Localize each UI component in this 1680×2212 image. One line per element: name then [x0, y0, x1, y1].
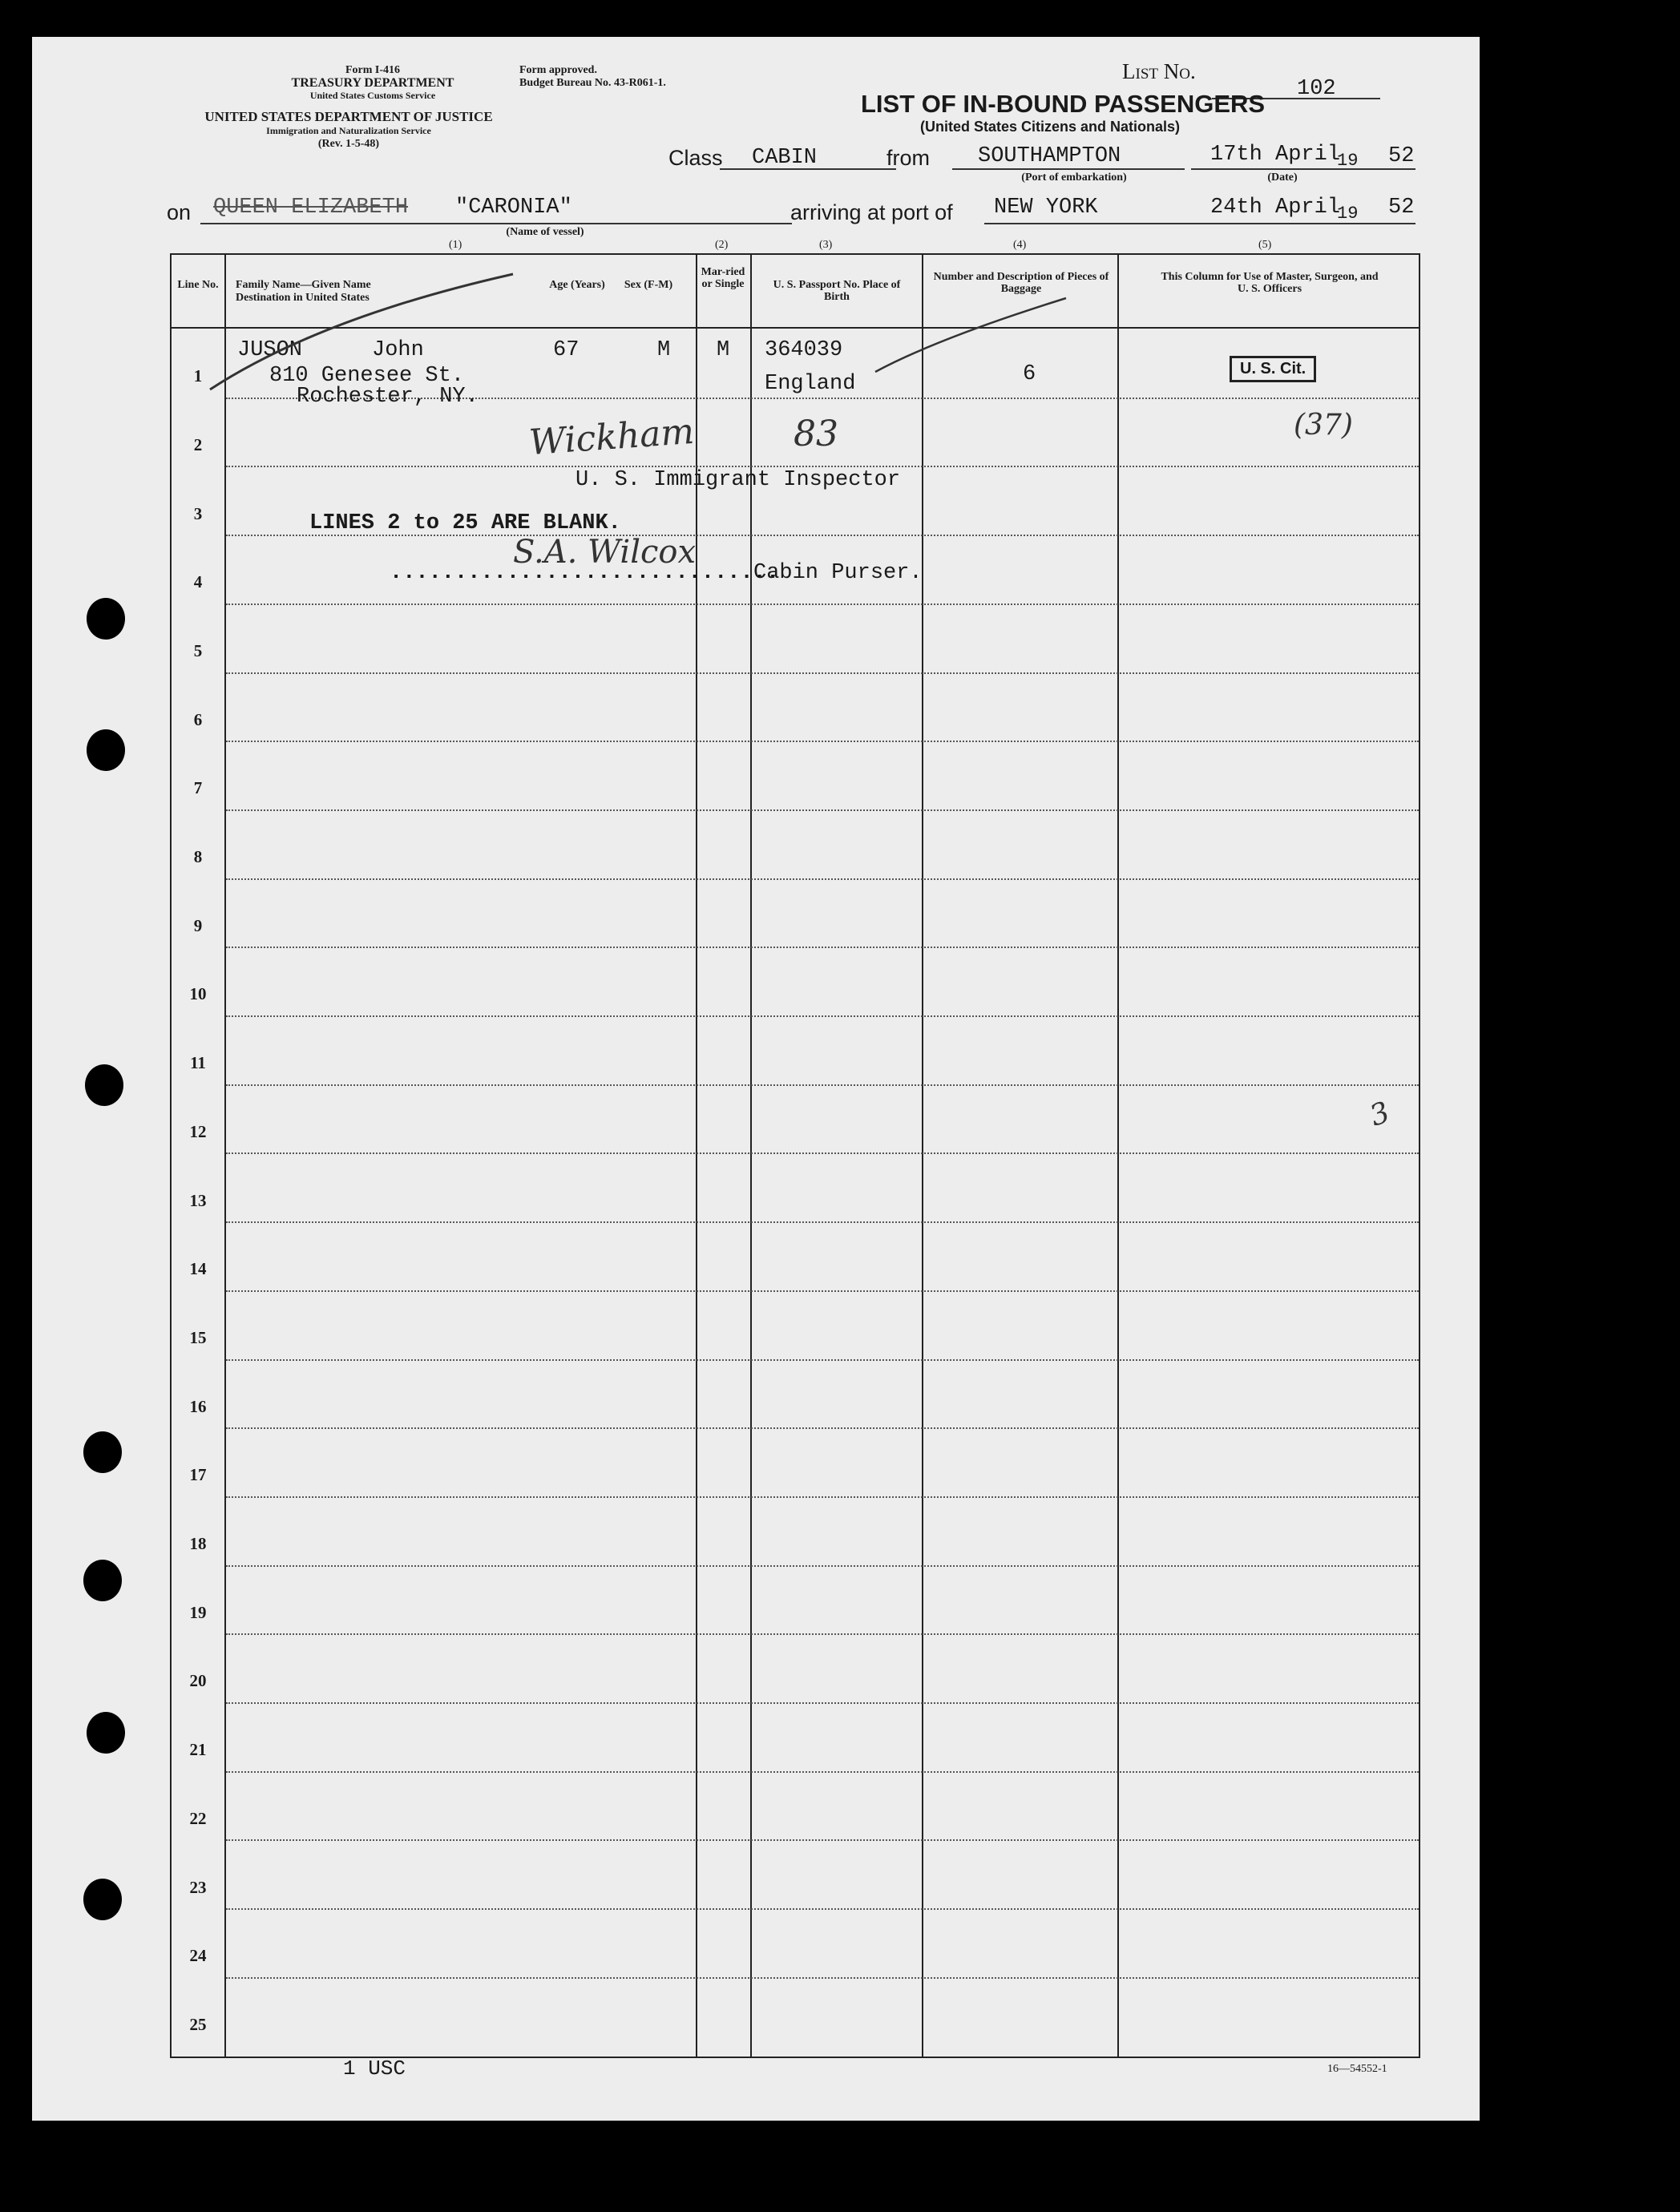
blank-lines-note: LINES 2 to 25 ARE BLANK. — [309, 511, 621, 535]
departure-date: 17th April — [1210, 143, 1341, 167]
row-divider — [226, 1427, 1419, 1429]
document-subtitle: (United States Citizens and Nationals) — [920, 119, 1181, 135]
footer-usc-count: 1 USC — [343, 2057, 406, 2081]
punch-hole — [83, 1560, 122, 1601]
line-number: 9 — [193, 915, 203, 935]
class-label: Class — [668, 146, 723, 170]
inspector-label: U. S. Immigrant Inspector — [575, 468, 901, 492]
line-number: 18 — [189, 1534, 207, 1554]
document-title: LIST OF IN-BOUND PASSENGERS — [861, 90, 1266, 118]
line-number: 14 — [189, 1259, 207, 1279]
col-ref-2: (2) — [715, 239, 729, 251]
row-divider — [226, 603, 1419, 605]
vessel-name: "CARONIA" — [455, 196, 572, 220]
from-value: SOUTHAMPTON — [978, 144, 1121, 168]
line-number: 2 — [193, 434, 203, 454]
col-ref-3: (3) — [819, 239, 833, 251]
treasury-department: TREASURY DEPARTMENT — [291, 76, 454, 90]
line-number: 25 — [189, 2014, 207, 2034]
purser-signature: S.A. Wilcox — [513, 534, 697, 571]
ins-service: Immigration and Naturalization Service — [266, 125, 431, 136]
port-caption: (Port of embarkation) — [1021, 172, 1127, 184]
line-number: 20 — [189, 1671, 207, 1691]
row-divider — [226, 1977, 1419, 1979]
header-destination: Destination in United States — [236, 292, 370, 304]
form-number: Form I-416 — [345, 64, 401, 76]
punch-hole — [85, 1064, 123, 1106]
punch-hole — [87, 729, 125, 771]
row-divider — [226, 1221, 1419, 1223]
purser-label: Cabin Purser. — [753, 561, 923, 585]
vessel-caption: (Name of vessel) — [506, 226, 584, 238]
budget-bureau: Budget Bureau No. 43-R061-1. — [519, 77, 666, 89]
line-number: 10 — [189, 984, 207, 1004]
row-divider — [226, 1152, 1419, 1154]
passenger-birthplace: England — [765, 372, 856, 396]
row-divider — [226, 878, 1419, 880]
passenger-marital: M — [717, 338, 730, 362]
list-no-value: 102 — [1297, 77, 1336, 101]
passenger-family-name: JUSON — [237, 338, 303, 362]
departure-year-prefix: 19 — [1337, 151, 1359, 171]
line-number: 24 — [189, 1946, 207, 1966]
passenger-given-name: John — [372, 338, 424, 362]
line-number: 23 — [189, 1877, 207, 1897]
line-number: 21 — [189, 1740, 207, 1760]
vessel-struck: QUEEN ELIZABETH — [213, 196, 409, 220]
header-officers: This Column for Use of Master, Surgeon, and U. S. Officers — [1161, 271, 1379, 295]
passenger-address-2: Rochester, NY. — [297, 385, 479, 409]
row-divider — [226, 1290, 1419, 1292]
row-divider — [226, 1908, 1419, 1910]
line-number: 17 — [189, 1465, 207, 1485]
punch-hole — [87, 1712, 125, 1754]
row-divider — [226, 1702, 1419, 1704]
line-number: 19 — [189, 1602, 207, 1622]
purser-dots: .............................. — [390, 561, 780, 585]
row-divider — [226, 1839, 1419, 1841]
header-name: Family Name—Given Name — [236, 279, 371, 291]
header-passport: U. S. Passport No. Place of Birth — [773, 279, 901, 303]
passenger-passport-no: 364039 — [765, 338, 843, 362]
arriving-label: arriving at port of — [790, 200, 953, 224]
line-number: 3 — [193, 503, 203, 523]
line-number: 1 — [193, 366, 203, 386]
citizen-stamp: U. S. Cit. — [1230, 356, 1316, 382]
on-label: on — [167, 200, 192, 224]
row-divider — [226, 1771, 1419, 1773]
line-number: 8 — [193, 847, 203, 867]
arrival-year-prefix: 19 — [1337, 204, 1359, 224]
row-divider — [226, 1633, 1419, 1635]
arrival-port: NEW YORK — [994, 196, 1098, 220]
row-divider — [226, 672, 1419, 674]
col-ref-1: (1) — [449, 239, 462, 251]
revision-date: (Rev. 1-5-48) — [317, 138, 380, 150]
class-value: CABIN — [752, 146, 818, 170]
row-divider — [226, 1084, 1419, 1086]
row-divider — [226, 1496, 1419, 1498]
inspector-signature: Wickham — [527, 410, 696, 464]
document-page — [32, 37, 1480, 2121]
col-ref-4: (4) — [1013, 239, 1027, 251]
row-divider — [226, 1015, 1419, 1017]
row-divider — [226, 947, 1419, 948]
line-number: 16 — [189, 1396, 207, 1416]
header-married: Mar-ried or Single — [701, 266, 745, 290]
row-divider — [226, 741, 1419, 742]
punch-hole — [87, 598, 125, 640]
passenger-address-1: 810 Genesee St. — [269, 364, 465, 388]
inspector-number: 83 — [794, 414, 838, 454]
line-number: 12 — [189, 1121, 207, 1141]
header-baggage: Number and Description of Pieces of Baggage — [933, 271, 1109, 295]
row-divider — [226, 809, 1419, 811]
department-of-justice: UNITED STATES DEPARTMENT OF JUSTICE — [204, 109, 493, 124]
punch-hole — [83, 1879, 122, 1920]
customs-service: United States Customs Service — [309, 90, 436, 101]
margin-mark: 3 — [1365, 1096, 1395, 1133]
departure-year: 52 — [1388, 144, 1415, 168]
col-ref-5: (5) — [1258, 239, 1272, 251]
line-number: 13 — [189, 1190, 207, 1210]
passenger-sex: M — [657, 338, 671, 362]
line-number: 4 — [193, 572, 203, 592]
footer-printing-code: 16—54552-1 — [1327, 2063, 1387, 2075]
punch-hole — [83, 1431, 122, 1473]
check-mark-strokes — [32, 37, 1480, 518]
line-number: 7 — [193, 778, 203, 798]
arrival-year: 52 — [1388, 196, 1415, 220]
header-sex: Sex (F-M) — [624, 279, 673, 291]
line-number: 6 — [193, 709, 203, 729]
passenger-age: 67 — [553, 338, 580, 362]
handwritten-annotation: (37) — [1294, 409, 1353, 442]
arrival-date: 24th April — [1210, 196, 1341, 220]
header-line-no: Line No. — [177, 279, 219, 291]
line-number: 15 — [189, 1327, 207, 1347]
line-number: 11 — [190, 1053, 206, 1073]
line-number: 5 — [193, 640, 203, 660]
line-number: 22 — [189, 1808, 207, 1828]
form-approved: Form approved. — [519, 64, 597, 76]
date-caption: (Date) — [1267, 172, 1298, 184]
header-age: Age (Years) — [549, 279, 605, 291]
row-divider — [226, 1565, 1419, 1567]
from-label: from — [886, 146, 930, 170]
row-divider — [226, 1359, 1419, 1361]
passenger-baggage: 6 — [1023, 362, 1036, 386]
list-no-label: List No. — [1122, 59, 1196, 83]
